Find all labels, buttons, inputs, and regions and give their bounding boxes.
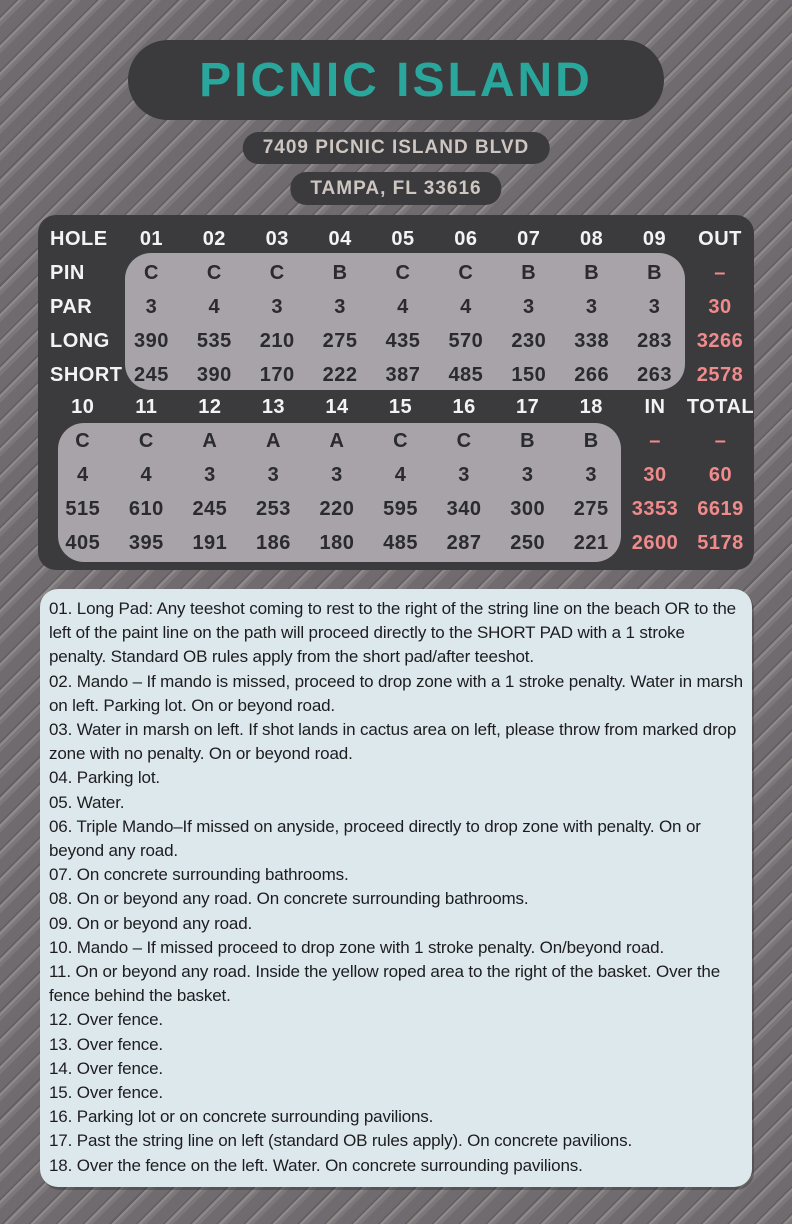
front-row-label-long: LONG (50, 329, 110, 352)
front-header-hole-06: 06 (454, 227, 478, 250)
address-line-1-pill (243, 132, 550, 164)
back-header-hole-11: 11 (135, 395, 158, 418)
back-par-hole-13: 3 (267, 463, 280, 486)
back-long-hole-11: 610 (128, 497, 164, 520)
back-header-hole-14: 14 (325, 395, 349, 418)
back-pin-hole-18: B (583, 429, 599, 452)
back-long-hole-13: 253 (256, 497, 291, 520)
back-long-hole-12: 245 (192, 497, 228, 520)
front-long-out-total: 3266 (696, 329, 744, 352)
front-pin-out-total: – (714, 261, 726, 284)
back-short-hole-12: 191 (192, 531, 228, 554)
back-par-grand-total: 60 (708, 463, 733, 486)
back-long-in-total: 3353 (631, 497, 679, 520)
front-header-hole-07: 07 (517, 227, 541, 250)
front-short-hole-02: 390 (196, 363, 232, 386)
back-par-hole-11: 4 (140, 463, 153, 486)
front-short-hole-01: 245 (134, 363, 169, 386)
rule-item-17 (49, 1129, 743, 1153)
front-par-hole-01: 3 (145, 295, 158, 318)
front-pin-hole-09: B (647, 261, 663, 284)
back-par-hole-17: 3 (521, 463, 534, 486)
front-pin-hole-04: B (332, 261, 348, 284)
rule-item-09 (49, 912, 743, 936)
back-short-grand-total: 5178 (697, 531, 744, 554)
rule-text: Over fence. (76, 1034, 163, 1054)
back-pin-hole-15: C (393, 429, 409, 452)
back-pin-grand-total: – (714, 429, 727, 452)
front-short-hole-06: 485 (448, 363, 484, 386)
front-header-out: OUT (698, 227, 742, 250)
back-long-hole-14: 220 (319, 497, 355, 520)
rule-text: Over the fence on the left. Water. On concrete surrounding pavilions. (76, 1155, 583, 1175)
front-long-hole-04: 275 (322, 329, 358, 352)
rule-number: 14. (49, 1058, 73, 1078)
front-header-hole-02: 02 (202, 227, 226, 250)
front-long-hole-03: 210 (259, 329, 295, 352)
back-par-hole-14: 3 (331, 463, 343, 486)
front-long-hole-07: 230 (511, 329, 547, 352)
rule-item-06 (49, 815, 743, 863)
front-pin-hole-08: B (584, 261, 600, 284)
front-short-hole-08: 266 (574, 363, 610, 386)
rule-number: 10. (49, 937, 73, 957)
front-par-hole-07: 3 (522, 295, 535, 318)
rule-text: Parking lot or on concrete surrounding pavilions. (76, 1107, 434, 1127)
front-par-hole-08: 3 (585, 295, 598, 318)
front-long-hole-01: 390 (134, 329, 169, 352)
back-short-hole-18: 221 (573, 531, 609, 554)
rule-number: 16. (49, 1107, 73, 1127)
back-long-hole-15: 595 (383, 497, 418, 520)
title-banner (128, 40, 664, 120)
front-par-hole-05: 4 (397, 295, 409, 318)
rule-item-13 (49, 1033, 743, 1057)
back-short-hole-14: 180 (319, 531, 355, 554)
rule-item-04 (49, 766, 743, 790)
front-pin-hole-02: C (206, 261, 222, 284)
rule-text: On or beyond any road. Inside the yellow roped area to the right of the basket. Over the fence behind the basket. (49, 962, 721, 1006)
rule-text: On or beyond any road. (76, 913, 253, 933)
rule-number: 09. (49, 913, 73, 933)
front-header-hole-08: 08 (580, 227, 604, 250)
rule-text: Over fence. (76, 1058, 163, 1078)
back-par-hole-15: 4 (394, 463, 407, 486)
rule-number: 18. (49, 1155, 73, 1175)
front-short-hole-05: 387 (385, 363, 421, 386)
rule-number: 07. (49, 865, 73, 885)
front-long-hole-05: 435 (385, 329, 421, 352)
rule-text: Long Pad: Any teeshot coming to rest to the right of the string line on the beach OR to the left of the paint line on the path will proceed directly to the SHORT PAD with a 1 stroke penalty. Standard OB rules apply from the short pad/after teeshot. (49, 599, 736, 667)
back-header-hole-16: 16 (452, 395, 476, 418)
front-header-hole-09: 09 (642, 227, 667, 250)
back-pin-hole-12: A (202, 429, 218, 452)
rule-text: Mando – If missed proceed to drop zone with 1 stroke penalty. On/beyond road. (76, 937, 665, 957)
scorecard (38, 215, 754, 570)
back-pin-hole-16: C (456, 429, 472, 452)
front-short-out-total: 2578 (696, 363, 744, 386)
back-header-hole-15: 15 (388, 395, 413, 418)
rule-text: Mando – If mando is missed, proceed to drop zone with a 1 stroke penalty. Water in marsh on left. Parking lot. On or beyond road. (49, 671, 743, 715)
front-par-out-total: 30 (708, 295, 732, 318)
back-short-hole-17: 250 (510, 531, 546, 554)
rule-text: Parking lot. (76, 768, 161, 788)
back-long-hole-10: 515 (65, 497, 101, 520)
rule-text: Water. (76, 792, 125, 812)
front-pin-hole-05: C (395, 261, 411, 284)
front-long-hole-02: 535 (196, 329, 232, 352)
back-header-hole-13: 13 (261, 395, 286, 418)
rule-text: Past the string line on left (standard OB rules apply). On concrete pavilions. (76, 1131, 633, 1151)
rule-item-14 (49, 1057, 743, 1081)
front-par-hole-04: 3 (334, 295, 346, 318)
back-pin-hole-13: A (265, 429, 281, 452)
rule-number: 15. (49, 1083, 73, 1103)
rule-item-05 (49, 791, 743, 815)
front-par-hole-09: 3 (648, 295, 661, 318)
back-short-hole-15: 485 (383, 531, 418, 554)
address-line-2: TAMPA, FL 33616 (310, 177, 482, 199)
back-header-hole-10: 10 (71, 395, 95, 418)
front-header-hole-label: HOLE (50, 227, 108, 250)
back-long-hole-17: 300 (510, 497, 546, 520)
back-pin-in-total: – (649, 429, 661, 452)
rule-item-18 (49, 1154, 743, 1178)
rule-number: 08. (49, 889, 73, 909)
address-line-1: 7409 PICNIC ISLAND BLVD (262, 137, 530, 158)
front-short-hole-07: 150 (511, 363, 547, 386)
front-long-hole-06: 570 (448, 329, 484, 352)
back-short-hole-10: 405 (65, 531, 101, 554)
rule-number: 01. (49, 599, 73, 618)
back-short-hole-16: 287 (446, 531, 482, 554)
front-par-hole-06: 4 (460, 295, 472, 318)
rule-number: 17. (49, 1131, 73, 1151)
back-short-in-total: 2600 (631, 531, 679, 554)
back-nine-grid (51, 390, 754, 560)
rule-item-02 (49, 670, 743, 718)
back-header-hole-17: 17 (516, 395, 540, 418)
rule-item-01 (49, 597, 743, 670)
back-par-in-total: 30 (643, 463, 667, 486)
back-par-hole-10: 4 (76, 463, 89, 486)
front-header-hole-04: 04 (328, 227, 352, 250)
front-par-hole-03: 3 (271, 295, 284, 318)
back-pin-hole-14: A (329, 429, 345, 452)
front-par-hole-02: 4 (208, 295, 221, 318)
rule-text: Triple Mando–If missed on anyside, proceed directly to drop zone with penalty. On or beyond any road. (49, 816, 701, 861)
rule-item-03 (49, 718, 743, 766)
front-row-label-par: PAR (50, 295, 93, 318)
back-long-hole-18: 275 (573, 497, 609, 520)
front-nine-grid (38, 222, 754, 392)
front-pin-hole-03: C (269, 261, 285, 284)
back-header-total: TOTAL (686, 395, 755, 418)
rule-item-11 (49, 960, 743, 1008)
rule-number: 13. (49, 1034, 73, 1054)
front-short-hole-03: 170 (259, 363, 295, 386)
back-header-hole-18: 18 (579, 395, 603, 418)
front-long-hole-09: 283 (637, 329, 672, 352)
rule-item-08 (49, 887, 743, 911)
address-line-2-pill (290, 172, 501, 205)
back-header-hole-12: 12 (198, 395, 222, 418)
front-pin-hole-06: C (458, 261, 474, 284)
rule-text: Over fence. (76, 1010, 163, 1030)
rule-text: Over fence. (76, 1083, 163, 1103)
back-pin-hole-17: B (520, 429, 536, 452)
rule-number: 11. (49, 962, 71, 982)
back-par-hole-16: 3 (458, 463, 470, 486)
rule-number: 12. (49, 1010, 73, 1030)
rule-item-16 (49, 1105, 743, 1129)
back-short-hole-11: 395 (128, 531, 164, 554)
rule-text: Water in marsh on left. If shot lands in cactus area on left, please throw from marked drop zone with no penalty. On or beyond road. (49, 720, 737, 764)
course-title: PICNIC ISLAND (199, 53, 593, 107)
back-header-in: IN (644, 395, 666, 418)
front-short-hole-04: 222 (322, 363, 358, 386)
rule-number: 05. (49, 792, 73, 812)
front-header-hole-03: 03 (265, 227, 289, 250)
back-par-hole-18: 3 (585, 463, 598, 486)
course-rules-panel (40, 589, 752, 1187)
front-long-hole-08: 338 (574, 329, 610, 352)
back-long-hole-16: 340 (446, 497, 482, 520)
front-header-hole-01: 01 (139, 227, 164, 250)
front-row-label-pin: PIN (50, 261, 85, 284)
rule-number: 06. (49, 816, 73, 836)
back-pin-hole-10: C (75, 429, 91, 452)
front-header-hole-05: 05 (391, 227, 415, 250)
rule-item-15 (49, 1081, 743, 1105)
rule-number: 04. (49, 768, 73, 788)
rule-item-12 (49, 1008, 743, 1032)
back-pin-hole-11: C (138, 429, 154, 452)
back-par-hole-12: 3 (204, 463, 216, 486)
back-long-grand-total: 6619 (697, 497, 744, 520)
rule-number: 03. (49, 720, 73, 740)
rule-text: On or beyond any road. On concrete surrounding bathrooms. (76, 889, 529, 909)
front-pin-hole-01: C (143, 261, 159, 284)
back-short-hole-13: 186 (256, 531, 291, 554)
rule-item-10 (49, 936, 743, 960)
rule-text: On concrete surrounding bathrooms. (76, 865, 349, 885)
rule-number: 02. (49, 671, 73, 691)
front-pin-hole-07: B (521, 261, 537, 284)
front-short-hole-09: 263 (637, 363, 672, 386)
rule-item-07 (49, 863, 743, 887)
front-row-label-short: SHORT (50, 363, 123, 386)
